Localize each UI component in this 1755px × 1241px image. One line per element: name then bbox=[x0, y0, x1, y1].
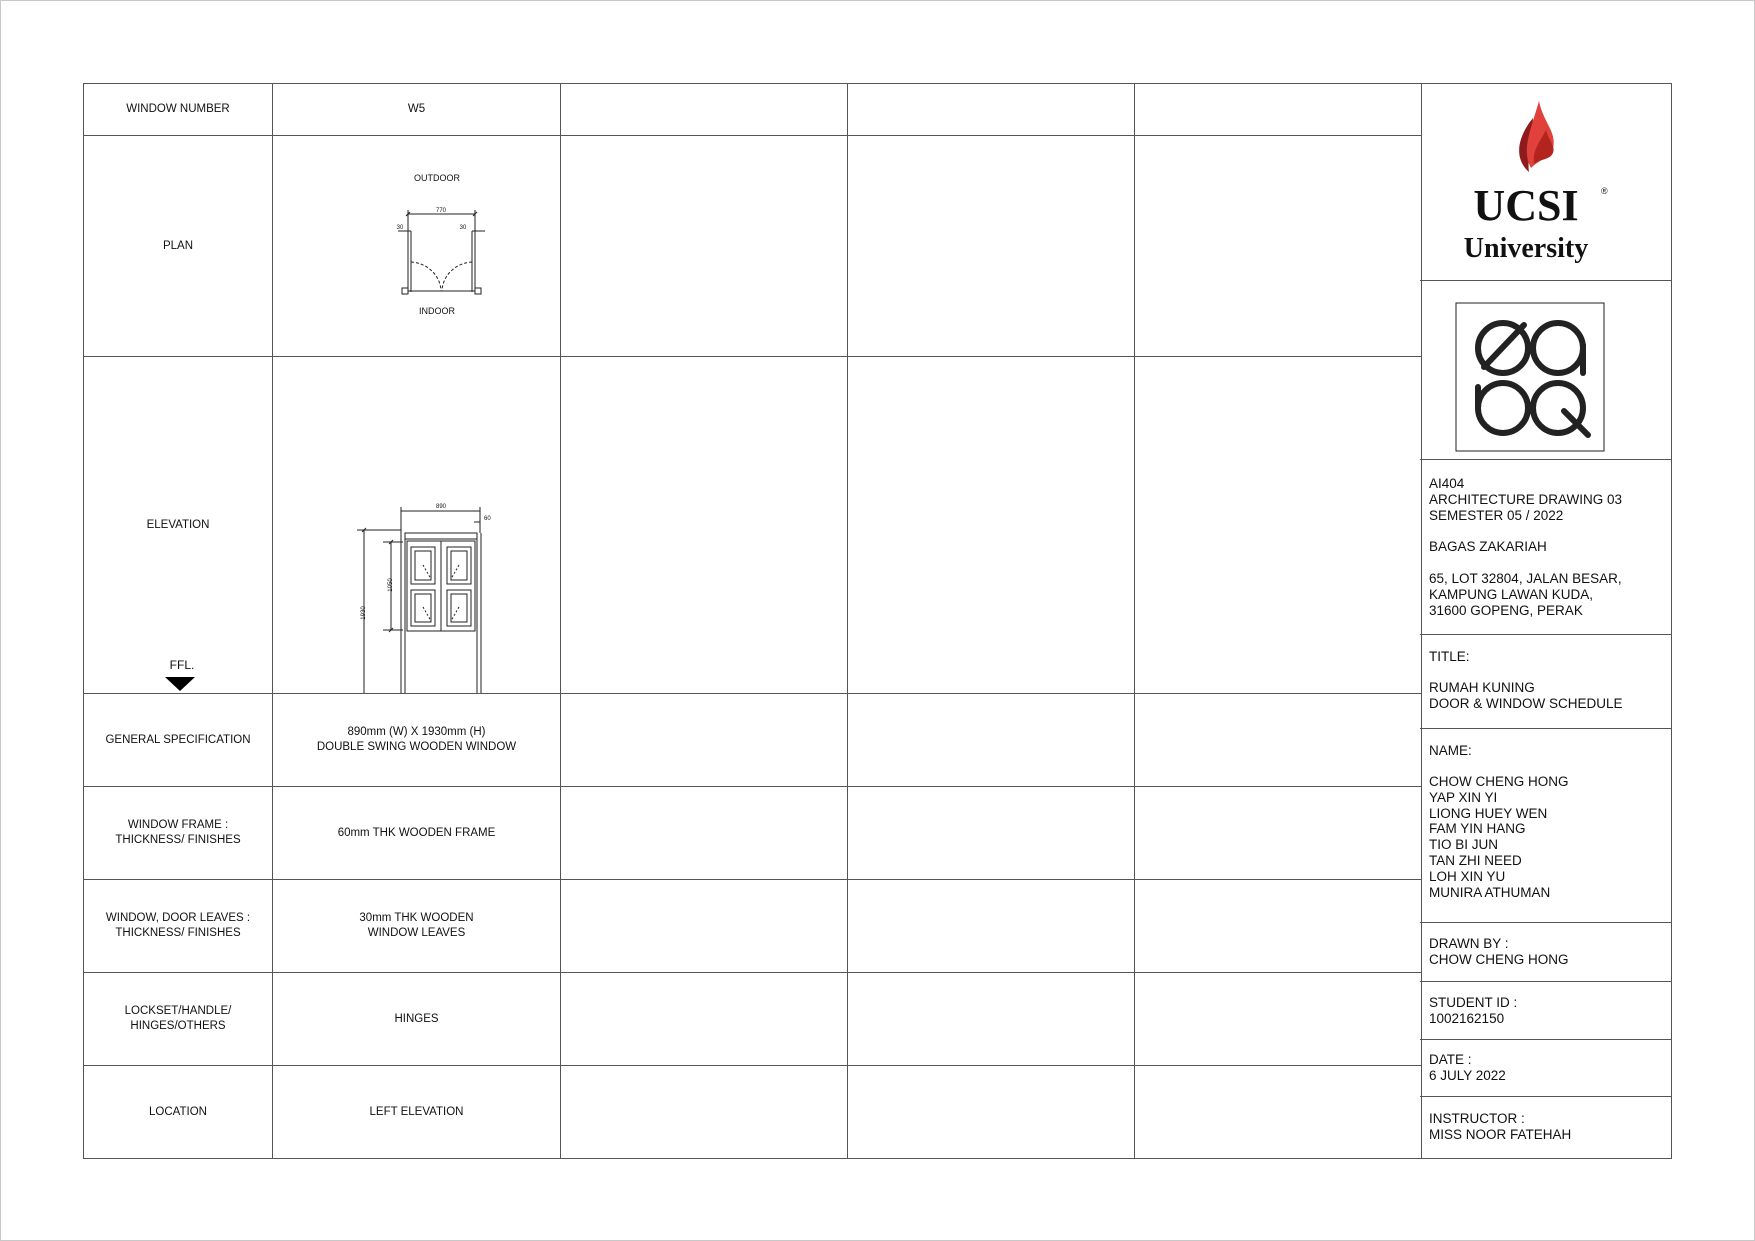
empty-cell bbox=[1135, 357, 1422, 694]
flame-icon bbox=[1519, 101, 1554, 172]
instructor-section bbox=[1420, 1097, 1671, 1158]
row-lockset bbox=[84, 973, 1422, 1066]
empty-cell bbox=[848, 1066, 1135, 1159]
client-name: BAGAS ZAKARIAH bbox=[1429, 539, 1547, 554]
ffl-triangle-icon bbox=[165, 677, 195, 691]
empty-cell bbox=[1135, 694, 1422, 787]
empty-cell bbox=[561, 1066, 848, 1159]
ucsi-logo bbox=[1420, 84, 1671, 281]
empty-cell bbox=[848, 136, 1135, 357]
empty-cell bbox=[561, 694, 848, 787]
schedule-table bbox=[83, 83, 1422, 1159]
empty-cell bbox=[561, 357, 848, 694]
drawn-by-section bbox=[1420, 923, 1671, 982]
project-info-section bbox=[1420, 460, 1671, 635]
course-info: AI404 ARCHITECTURE DRAWING 03 SEMESTER 05 / 2022 bbox=[1429, 476, 1623, 523]
w5-frame: 60mm THK WOODEN FRAME bbox=[273, 787, 561, 880]
empty-cell bbox=[848, 694, 1135, 787]
student-id-value: 1002162150 bbox=[1429, 1011, 1505, 1026]
date-value: 6 JULY 2022 bbox=[1429, 1068, 1506, 1083]
w5-leaves: 30mm THK WOODEN WINDOW LEAVES bbox=[273, 880, 561, 973]
elevation-drawing bbox=[273, 357, 560, 693]
elev-dim-height: 1930 bbox=[361, 606, 367, 620]
plan-dim-right: 30 bbox=[459, 225, 467, 231]
firm-monogram-logo bbox=[1420, 281, 1671, 460]
plan-dim-width: 770 bbox=[435, 208, 447, 214]
student-id-label: STUDENT ID : bbox=[1429, 995, 1518, 1010]
plan-drawing bbox=[273, 136, 560, 356]
empty-cell bbox=[561, 973, 848, 1066]
empty-cell bbox=[848, 880, 1135, 973]
name-label: NAME: bbox=[1429, 743, 1472, 758]
plan-cell bbox=[273, 136, 561, 357]
logo-registered: ® bbox=[1601, 186, 1608, 196]
label-plan: PLAN bbox=[84, 136, 273, 357]
w5-location: LEFT ELEVATION bbox=[273, 1066, 561, 1159]
label-frame: WINDOW FRAME : THICKNESS/ FINISHES bbox=[84, 787, 273, 880]
empty-cell bbox=[848, 973, 1135, 1066]
date-section bbox=[1420, 1040, 1671, 1097]
title-block bbox=[1420, 83, 1672, 1159]
elevation-label-cell bbox=[84, 357, 273, 694]
empty-cell bbox=[1135, 84, 1422, 136]
empty-cell bbox=[1135, 973, 1422, 1066]
elev-dim-width: 890 bbox=[435, 504, 447, 510]
empty-cell bbox=[848, 787, 1135, 880]
row-general-spec bbox=[84, 694, 1422, 787]
empty-cell bbox=[1135, 787, 1422, 880]
empty-cell bbox=[1135, 136, 1422, 357]
empty-cell bbox=[561, 136, 848, 357]
label-location: LOCATION bbox=[84, 1066, 273, 1159]
label-window-number: WINDOW NUMBER bbox=[84, 84, 273, 136]
w5-number: W5 bbox=[273, 84, 561, 136]
w5-general-spec: 890mm (W) X 1930mm (H) DOUBLE SWING WOODEN WINDOW bbox=[273, 694, 561, 787]
w5-lockset: HINGES bbox=[273, 973, 561, 1066]
instructor-value: MISS NOOR FATEHAH bbox=[1429, 1127, 1572, 1142]
names-section bbox=[1420, 729, 1671, 923]
site-address: 65, LOT 32804, JALAN BESAR, KAMPUNG LAWAN KUDA, 31600 GOPENG, PERAK bbox=[1429, 571, 1622, 618]
plan-indoor-label: INDOOR bbox=[419, 306, 455, 316]
title-section bbox=[1420, 635, 1671, 729]
drawing-title: RUMAH KUNING DOOR & WINDOW SCHEDULE bbox=[1429, 680, 1623, 711]
elev-dim-window: 1050 bbox=[388, 578, 394, 592]
label-general-spec: GENERAL SPECIFICATION bbox=[84, 694, 273, 787]
empty-cell bbox=[561, 84, 848, 136]
logo-university: University bbox=[1463, 233, 1589, 264]
elev-dim-frame: 60 bbox=[484, 516, 491, 522]
row-leaves bbox=[84, 880, 1422, 973]
row-plan bbox=[84, 136, 1422, 357]
ffl-marker bbox=[84, 357, 273, 693]
ucsi-logo-section bbox=[1420, 84, 1671, 281]
empty-cell bbox=[848, 357, 1135, 694]
empty-cell bbox=[848, 84, 1135, 136]
label-elevation: ELEVATION bbox=[146, 518, 210, 531]
student-id-section bbox=[1420, 982, 1671, 1040]
drawn-by-label: DRAWN BY : bbox=[1429, 936, 1509, 951]
row-location bbox=[84, 1066, 1422, 1159]
empty-cell bbox=[1135, 1066, 1422, 1159]
instructor-label: INSTRUCTOR : bbox=[1429, 1111, 1525, 1126]
team-names: CHOW CHENG HONG YAP XIN YI LIONG HUEY WEN FAM YIN HANG TIO BI JUN TAN ZHI NEED LOH XIN YU MUNIRA ATHUMAN bbox=[1429, 774, 1569, 900]
row-window-number bbox=[84, 84, 1422, 136]
label-leaves: WINDOW, DOOR LEAVES : THICKNESS/ FINISHES bbox=[84, 880, 273, 973]
row-elevation bbox=[84, 357, 1422, 694]
firm-logo-section bbox=[1420, 281, 1671, 460]
label-lockset: LOCKSET/HANDLE/ HINGES/OTHERS bbox=[84, 973, 273, 1066]
title-label: TITLE: bbox=[1429, 649, 1470, 664]
row-frame bbox=[84, 787, 1422, 880]
drawn-by-value: CHOW CHENG HONG bbox=[1429, 952, 1569, 967]
empty-cell bbox=[1135, 880, 1422, 973]
logo-ucsi: UCSI bbox=[1473, 181, 1579, 230]
date-label: DATE : bbox=[1429, 1052, 1472, 1067]
elevation-cell bbox=[273, 357, 561, 694]
ffl-label: FFL. bbox=[169, 658, 195, 672]
plan-outdoor-label: OUTDOOR bbox=[414, 173, 460, 183]
empty-cell bbox=[561, 880, 848, 973]
plan-dim-left: 30 bbox=[396, 225, 404, 231]
empty-cell bbox=[561, 787, 848, 880]
